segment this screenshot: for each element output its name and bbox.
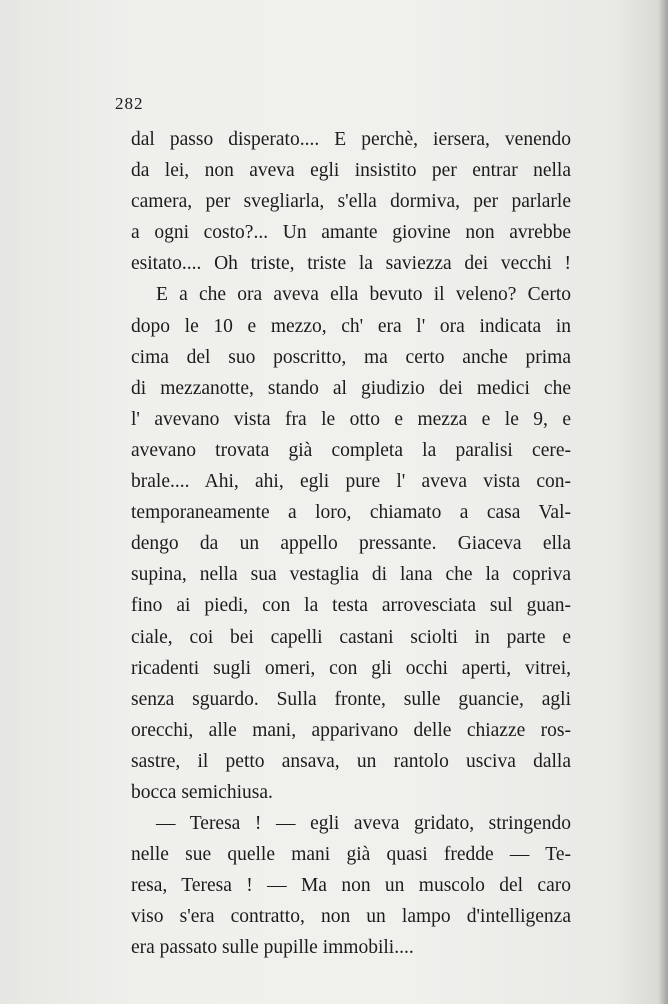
text-line: a ogni costo?... Un amante giovine non avrebbe bbox=[131, 222, 571, 244]
text-line: brale.... Ahi, ahi, egli pure l' aveva vista con- bbox=[131, 471, 571, 493]
text-line: camera, per svegliarla, s'ella dormiva, per parlarle bbox=[131, 191, 571, 213]
text-line: dal passo disperato.... E perchè, iersera, venendo bbox=[131, 129, 571, 150]
text-line: orecchi, alle mani, apparivano delle chiazze ros- bbox=[131, 719, 571, 741]
page-number: 282 bbox=[115, 94, 144, 113]
text-line: dengo da un appello pressante. Giaceva ella bbox=[131, 533, 571, 555]
text-line: nelle sue quelle mani già quasi fredde — Te- bbox=[131, 844, 571, 866]
text-line: temporaneamente a loro, chiamato a casa Val- bbox=[131, 502, 571, 524]
text-line: di mezzanotte, stando al giudizio dei medici che bbox=[131, 377, 571, 399]
text-line: esitato.... Oh triste, triste la saviezza dei vecchi ! bbox=[131, 253, 571, 275]
text-line: supina, nella sua vestaglia di lana che la copriva bbox=[131, 564, 571, 586]
text-line: ricadenti sugli omeri, con gli occhi aperti, vitrei, bbox=[131, 657, 571, 679]
text-line: viso s'era contratto, non un lampo d'intelligenza bbox=[131, 906, 571, 928]
text-line: cima del suo poscritto, ma certo anche prima bbox=[131, 346, 571, 368]
text-line: era passato sulle pupille immobili.... bbox=[131, 937, 414, 959]
text-line: ciale, coi bei capelli castani sciolti in parte e bbox=[131, 626, 571, 648]
text-line: E a che ora aveva ella bevuto il veleno? Certo bbox=[156, 284, 571, 306]
body-text bbox=[131, 124, 571, 964]
text-line: senza sguardo. Sulla fronte, sulle guancie, agli bbox=[131, 688, 571, 710]
text-line: l' avevano vista fra le otto e mezza e le 9, e bbox=[131, 408, 571, 430]
page-edge-shadow bbox=[658, 0, 668, 1004]
text-line: dopo le 10 e mezzo, ch' era l' ora indicata in bbox=[131, 315, 571, 337]
text-line: resa, Teresa ! — Ma non un muscolo del caro bbox=[131, 875, 571, 897]
text-line: bocca semichiusa. bbox=[131, 781, 273, 803]
text-line: — Teresa ! — egli aveva gridato, stringendo bbox=[156, 813, 571, 835]
text-line: da lei, non aveva egli insistito per entrar nella bbox=[131, 160, 571, 182]
text-line: fino ai piedi, con la testa arrovesciata sul guan- bbox=[131, 595, 571, 617]
text-line: sastre, il petto ansava, un rantolo usciva dalla bbox=[131, 750, 571, 772]
text-line: avevano trovata già completa la paralisi cere- bbox=[131, 439, 571, 461]
